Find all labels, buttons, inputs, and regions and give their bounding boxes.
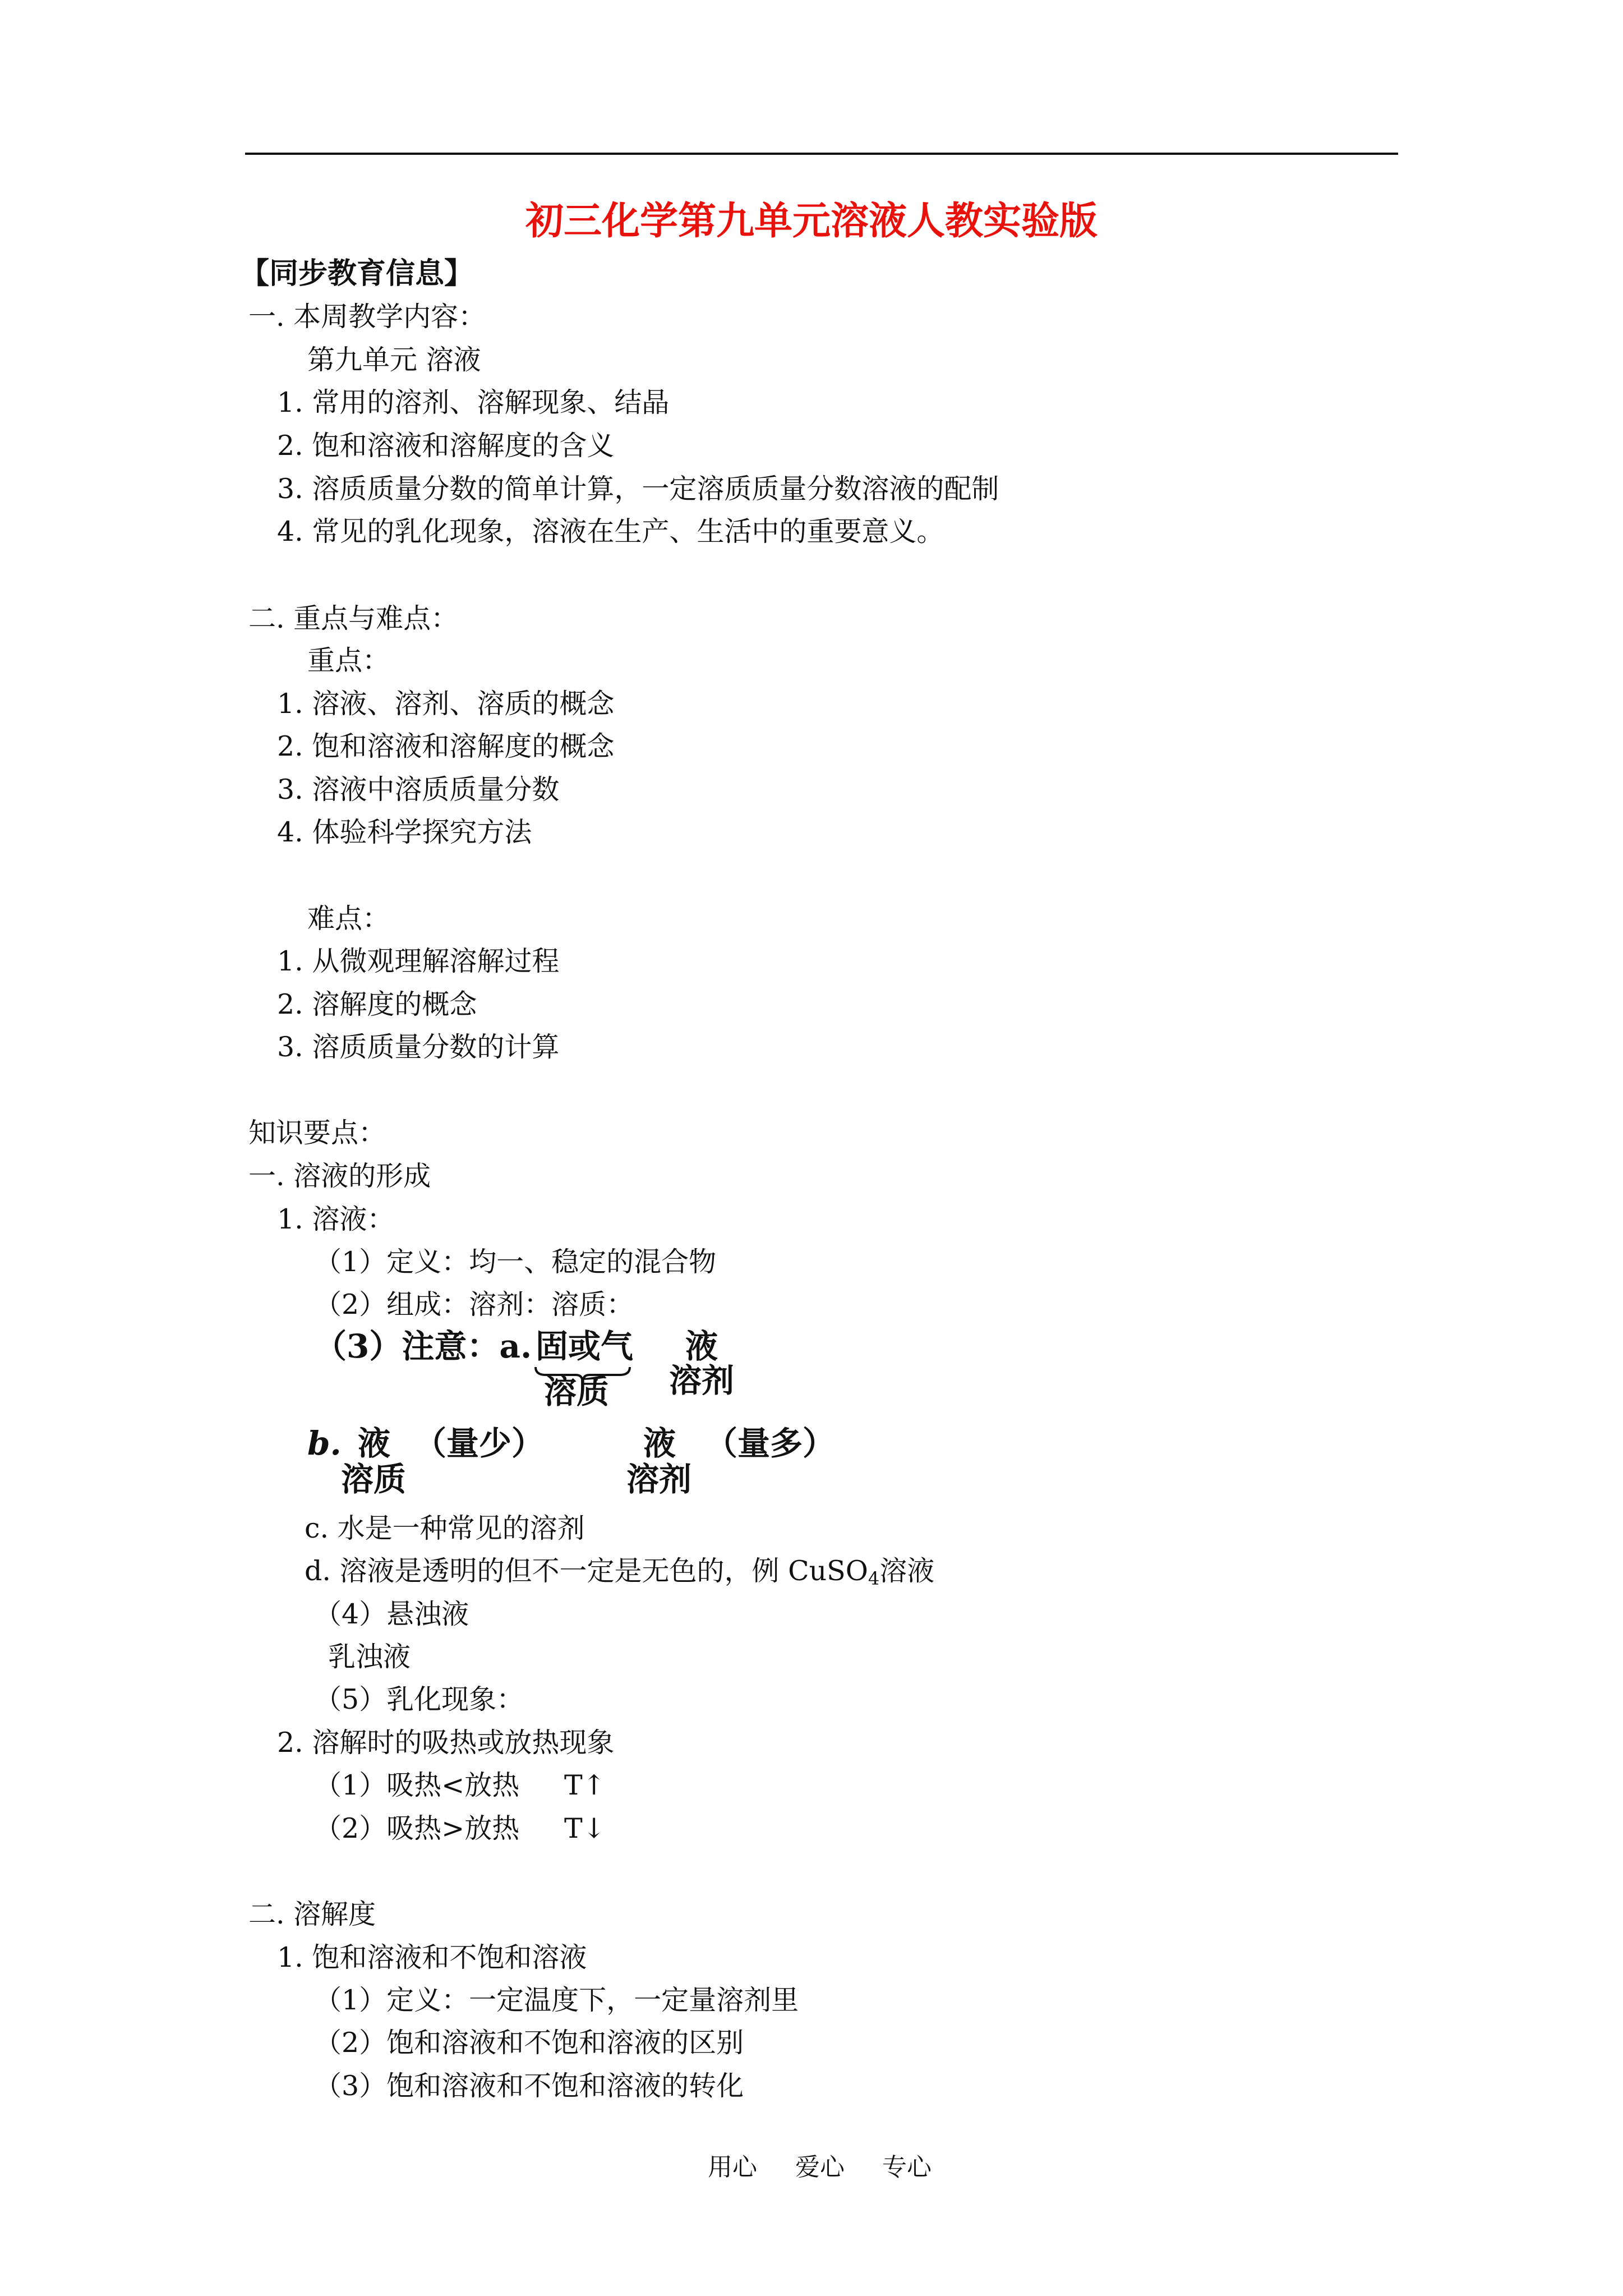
sec2-item-1: 1. 饱和溶液和不饱和溶液 bbox=[277, 1941, 587, 1973]
note-b-more: （量多） bbox=[705, 1424, 836, 1462]
footer-text-3: 专心 bbox=[882, 2153, 932, 2182]
section-header: 【同步教育信息】 bbox=[240, 256, 474, 291]
temperature-down: T↓ bbox=[564, 1812, 606, 1844]
sec1-item-1: 1. 溶液： bbox=[277, 1203, 395, 1235]
suspension: （4）悬浊液 bbox=[314, 1598, 469, 1630]
sec1-item-2: 2. 溶解时的吸热或放热现象 bbox=[277, 1727, 615, 1759]
part2-heading: 二. 重点与难点： bbox=[248, 602, 459, 634]
key-item-2: 2. 饱和溶液和溶解度的概念 bbox=[277, 730, 615, 762]
note-d-suffix: 溶液 bbox=[879, 1555, 935, 1587]
note-c: c. 水是一种常见的溶剂 bbox=[305, 1512, 585, 1544]
note-a-solvent: 液 bbox=[685, 1327, 718, 1365]
part1-subheading: 第九单元 溶液 bbox=[307, 344, 481, 376]
note-prefix: （3）注意：a. bbox=[314, 1327, 532, 1365]
note-a-solute: 固或气 bbox=[536, 1327, 634, 1365]
note-b-liquid-2: 液 bbox=[643, 1424, 676, 1462]
key-points-label: 重点： bbox=[307, 645, 390, 677]
note-b-solute-label: 溶质 bbox=[341, 1460, 407, 1498]
saturation-conversion: （3）饱和溶液和不饱和溶液的转化 bbox=[314, 2070, 744, 2102]
document-title: 初三化学第九单元溶液人教实验版 bbox=[525, 199, 1098, 243]
hard-item-1: 1. 从微观理解溶解过程 bbox=[277, 945, 560, 977]
note-b-solvent-label: 溶剂 bbox=[626, 1460, 692, 1498]
emulsion: 乳浊液 bbox=[328, 1641, 411, 1673]
part1-heading: 一. 本周教学内容： bbox=[248, 301, 486, 333]
key-item-1: 1. 溶液、溶剂、溶质的概念 bbox=[277, 688, 615, 720]
solution-composition: （2）组成：溶剂：溶质： bbox=[314, 1289, 634, 1320]
hard-item-2: 2. 溶解度的概念 bbox=[277, 988, 477, 1020]
note-b-less: （量少） bbox=[414, 1424, 545, 1462]
footer-text-1: 用心 bbox=[708, 2153, 757, 2182]
hard-item-3: 3. 溶质质量分数的计算 bbox=[277, 1031, 560, 1063]
key-item-3: 3. 溶液中溶质质量分数 bbox=[277, 774, 560, 806]
hard-points-label: 难点： bbox=[307, 903, 390, 935]
heat-case-1: （1）吸热<放热 bbox=[314, 1769, 520, 1801]
part1-item-1: 1. 常用的溶剂、溶解现象、结晶 bbox=[277, 386, 670, 418]
header-rule bbox=[245, 153, 1398, 155]
knowledge-label: 知识要点： bbox=[248, 1117, 386, 1149]
sec2-heading: 二. 溶解度 bbox=[248, 1898, 376, 1930]
temperature-up: T↑ bbox=[564, 1769, 606, 1801]
key-item-4: 4. 体验科学探究方法 bbox=[277, 816, 532, 848]
note-b-letter: b. bbox=[307, 1424, 342, 1462]
solution-definition: （1）定义：均一、稳定的混合物 bbox=[314, 1246, 717, 1278]
saturation-definition: （1）定义：一定温度下，一定量溶剂里 bbox=[314, 1984, 799, 2016]
sec1-heading: 一. 溶液的形成 bbox=[248, 1160, 431, 1192]
part1-item-3: 3. 溶质质量分数的简单计算，一定溶质质量分数溶液的配制 bbox=[277, 473, 999, 505]
note-a-solute-label: 溶质 bbox=[544, 1373, 610, 1411]
emulsification: （5）乳化现象： bbox=[314, 1683, 524, 1715]
saturation-difference: （2）饱和溶液和不饱和溶液的区别 bbox=[314, 2027, 744, 2059]
note-d-subscript: 4 bbox=[868, 1568, 880, 1589]
footer-text-2: 爱心 bbox=[795, 2153, 845, 2182]
note-d bbox=[305, 1554, 934, 1595]
part1-item-4: 4. 常见的乳化现象，溶液在生产、生活中的重要意义。 bbox=[277, 516, 944, 547]
part1-item-2: 2. 饱和溶液和溶解度的含义 bbox=[277, 430, 615, 462]
heat-case-2: （2）吸热>放热 bbox=[314, 1812, 520, 1844]
note-d-text: d. 溶液是透明的但不一定是无色的，例 CuSO bbox=[305, 1555, 868, 1587]
note-b-liquid-1: 液 bbox=[358, 1424, 391, 1462]
note-a-solvent-label: 溶剂 bbox=[669, 1361, 735, 1400]
